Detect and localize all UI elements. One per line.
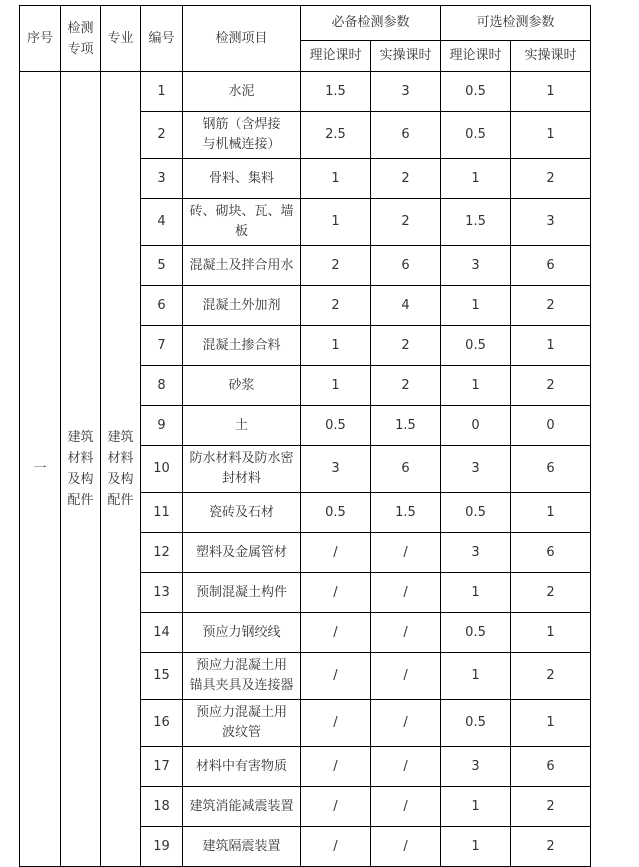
cell-optional-theory: 1 [441, 366, 511, 406]
cell-optional-theory: 0.5 [441, 700, 511, 747]
cell-required-practice: / [371, 747, 441, 787]
cell-required-practice: 2 [371, 159, 441, 199]
cell-item: 预制混凝土构件 [183, 573, 301, 613]
cell-required-practice: / [371, 573, 441, 613]
table-body [20, 72, 591, 867]
cell-optional-practice: 0 [511, 406, 591, 446]
cell-item: 土 [183, 406, 301, 446]
cell-item: 钢筋（含焊接 与机械连接） [183, 112, 301, 159]
cell-code: 15 [141, 653, 183, 700]
cell-optional-practice: 6 [511, 246, 591, 286]
cell-required-theory: / [301, 747, 371, 787]
cell-required-theory: 1 [301, 366, 371, 406]
cell-code: 18 [141, 787, 183, 827]
cell-code: 12 [141, 533, 183, 573]
cell-optional-theory: 1 [441, 787, 511, 827]
cell-code: 7 [141, 326, 183, 366]
cell-item: 塑料及金属管材 [183, 533, 301, 573]
cell-code: 11 [141, 493, 183, 533]
cell-optional-theory: 1 [441, 827, 511, 867]
cell-required-theory: 2 [301, 246, 371, 286]
cell-optional-theory: 1.5 [441, 199, 511, 246]
cell-item: 建筑隔震装置 [183, 827, 301, 867]
cell-required-practice: / [371, 827, 441, 867]
cell-required-practice: 6 [371, 112, 441, 159]
cell-optional-practice: 1 [511, 493, 591, 533]
cell-optional-practice: 1 [511, 613, 591, 653]
cell-optional-practice: 1 [511, 326, 591, 366]
cell-required-practice: 2 [371, 366, 441, 406]
cell-item: 骨料、集料 [183, 159, 301, 199]
header-item: 检测项目 [183, 6, 301, 72]
header-major: 专业 [101, 6, 141, 72]
cell-code: 2 [141, 112, 183, 159]
cell-optional-practice: 1 [511, 72, 591, 112]
cell-optional-theory: 1 [441, 653, 511, 700]
cell-optional-theory: 0.5 [441, 326, 511, 366]
cell-code: 9 [141, 406, 183, 446]
header-optional-group: 可选检测参数 [441, 6, 591, 41]
cell-required-practice: 1.5 [371, 493, 441, 533]
header-optional-theory: 理论课时 [441, 41, 511, 72]
cell-required-theory: 1 [301, 326, 371, 366]
cell-required-theory: / [301, 653, 371, 700]
cell-optional-theory: 0.5 [441, 613, 511, 653]
cell-item: 防水材料及防水密 封材料 [183, 446, 301, 493]
cell-item: 瓷砖及石材 [183, 493, 301, 533]
cell-item: 预应力钢绞线 [183, 613, 301, 653]
cell-optional-practice: 1 [511, 700, 591, 747]
cell-required-practice: 4 [371, 286, 441, 326]
cell-code: 14 [141, 613, 183, 653]
cell-item: 预应力混凝土用 波纹管 [183, 700, 301, 747]
header-seq: 序号 [20, 6, 61, 72]
cell-code: 3 [141, 159, 183, 199]
cell-required-practice: 2 [371, 199, 441, 246]
cell-required-theory: 2 [301, 286, 371, 326]
cell-required-practice: / [371, 700, 441, 747]
cell-optional-theory: 1 [441, 159, 511, 199]
cell-item: 材料中有害物质 [183, 747, 301, 787]
cell-optional-practice: 6 [511, 533, 591, 573]
group-seq: 一 [20, 72, 61, 867]
cell-required-theory: 3 [301, 446, 371, 493]
cell-optional-practice: 2 [511, 787, 591, 827]
cell-item: 水泥 [183, 72, 301, 112]
cell-optional-theory: 1 [441, 286, 511, 326]
cell-optional-practice: 1 [511, 112, 591, 159]
cell-code: 19 [141, 827, 183, 867]
cell-required-practice: 1.5 [371, 406, 441, 446]
header-required-practice: 实操课时 [371, 41, 441, 72]
cell-required-practice: / [371, 787, 441, 827]
cell-optional-practice: 2 [511, 827, 591, 867]
cell-item: 混凝土及拌合用水 [183, 246, 301, 286]
cell-optional-practice: 3 [511, 199, 591, 246]
cell-optional-theory: 1 [441, 573, 511, 613]
cell-required-practice: 6 [371, 246, 441, 286]
cell-code: 17 [141, 747, 183, 787]
curriculum-table [19, 5, 591, 867]
cell-required-theory: / [301, 827, 371, 867]
cell-required-theory: 1 [301, 159, 371, 199]
header-category: 检测 专项 [61, 6, 101, 72]
cell-code: 4 [141, 199, 183, 246]
table-row [20, 72, 591, 112]
cell-optional-practice: 6 [511, 747, 591, 787]
cell-optional-theory: 0 [441, 406, 511, 446]
cell-required-theory: 0.5 [301, 406, 371, 446]
cell-required-practice: / [371, 613, 441, 653]
cell-required-theory: 1.5 [301, 72, 371, 112]
cell-optional-theory: 3 [441, 533, 511, 573]
cell-code: 10 [141, 446, 183, 493]
header-required-theory: 理论课时 [301, 41, 371, 72]
header-code: 编号 [141, 6, 183, 72]
cell-optional-theory: 0.5 [441, 493, 511, 533]
cell-required-practice: / [371, 653, 441, 700]
cell-required-theory: / [301, 613, 371, 653]
cell-optional-practice: 2 [511, 286, 591, 326]
group-category: 建筑 材料 及构 配件 [61, 72, 101, 867]
cell-code: 16 [141, 700, 183, 747]
cell-optional-theory: 0.5 [441, 72, 511, 112]
cell-code: 13 [141, 573, 183, 613]
cell-optional-theory: 0.5 [441, 112, 511, 159]
cell-optional-practice: 2 [511, 573, 591, 613]
header-optional-practice: 实操课时 [511, 41, 591, 72]
cell-optional-practice: 2 [511, 366, 591, 406]
cell-optional-theory: 3 [441, 446, 511, 493]
cell-required-practice: / [371, 533, 441, 573]
cell-required-theory: 2.5 [301, 112, 371, 159]
cell-required-theory: / [301, 700, 371, 747]
cell-required-theory: / [301, 573, 371, 613]
header-required-group: 必备检测参数 [301, 6, 441, 41]
cell-required-theory: / [301, 787, 371, 827]
cell-code: 6 [141, 286, 183, 326]
cell-required-theory: 1 [301, 199, 371, 246]
cell-optional-theory: 3 [441, 747, 511, 787]
cell-item: 砂浆 [183, 366, 301, 406]
cell-item: 建筑消能减震装置 [183, 787, 301, 827]
cell-code: 1 [141, 72, 183, 112]
cell-item: 砖、砌块、瓦、墙 板 [183, 199, 301, 246]
cell-optional-practice: 6 [511, 446, 591, 493]
cell-required-theory: / [301, 533, 371, 573]
cell-required-practice: 3 [371, 72, 441, 112]
cell-required-practice: 6 [371, 446, 441, 493]
cell-code: 5 [141, 246, 183, 286]
cell-optional-theory: 3 [441, 246, 511, 286]
cell-required-practice: 2 [371, 326, 441, 366]
header-row-top [20, 6, 591, 41]
cell-required-theory: 0.5 [301, 493, 371, 533]
cell-optional-practice: 2 [511, 159, 591, 199]
cell-item: 混凝土掺合料 [183, 326, 301, 366]
cell-code: 8 [141, 366, 183, 406]
group-major: 建筑 材料 及构 配件 [101, 72, 141, 867]
cell-optional-practice: 2 [511, 653, 591, 700]
cell-item: 预应力混凝土用 锚具夹具及连接器 [183, 653, 301, 700]
cell-item: 混凝土外加剂 [183, 286, 301, 326]
